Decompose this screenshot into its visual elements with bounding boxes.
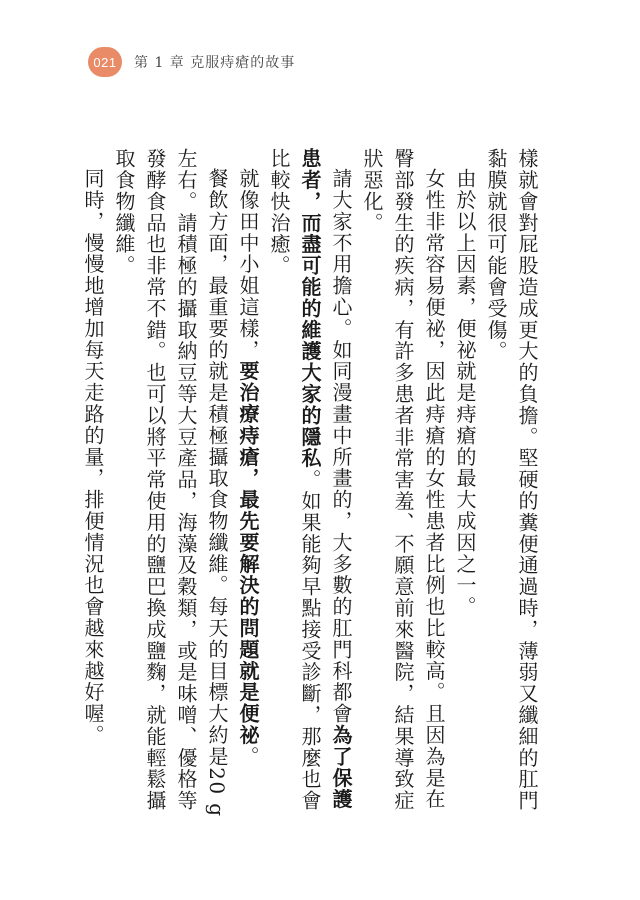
emphasized-text: 為了保護患者，而盡可能的維護大家的隱私 bbox=[298, 148, 353, 811]
text-run: 請大家不用擔心。如同漫畫中所畫的，大多數的肛門科都會 bbox=[329, 168, 353, 725]
page-number-badge: 021 bbox=[88, 47, 122, 77]
emphasized-text: 要治療痔瘡，最先要解決的問題就是便祕 bbox=[236, 360, 260, 746]
paragraph bbox=[449, 148, 480, 828]
text-run: 。如果能夠早點接受診斷，那麼也會比較快治癒。 bbox=[267, 148, 322, 812]
paragraph bbox=[356, 148, 449, 828]
text-run: 。 bbox=[236, 745, 260, 768]
text-run: 餐飲方面，最重要的就是積極攝取食物纖維。每天的目標大約是20 g左右。請積極的攝取納豆等大豆產品，海藻及穀類，或是味噌、優格等發酵食品也非常不錯。也可以將平常使用的鹽巴換成鹽麴，就能輕鬆攝取食物纖維。 bbox=[112, 148, 229, 818]
text-run: 就像田中小姐這樣， bbox=[236, 168, 260, 361]
text-run: 女性非常容易便祕，因此痔瘡的女性患者比例也比較高。且因為是在臀部發生的疾病，有許多患者非常害羞、不願意前來醫院，結果導致症狀惡化。 bbox=[360, 148, 446, 812]
text-run: 由於以上因素，便祕就是痔瘡的最大成因之一。 bbox=[453, 168, 477, 618]
paragraph bbox=[77, 148, 108, 828]
body-text bbox=[81, 148, 542, 828]
text-run: 樣就會對屁股造成更大的負擔。堅硬的糞便通過時，薄弱又纖細的肛門黏膜就很可能會受傷。 bbox=[484, 148, 539, 812]
text-run: 同時，慢慢地增加每天走路的量，排便情況也會越來越好喔。 bbox=[81, 168, 105, 746]
paragraph bbox=[480, 148, 542, 828]
page-header bbox=[88, 47, 295, 77]
chapter-title: 第 1 章 克服痔瘡的故事 bbox=[134, 55, 296, 71]
paragraph bbox=[232, 148, 263, 828]
paragraph bbox=[108, 148, 232, 828]
paragraph bbox=[263, 148, 356, 828]
